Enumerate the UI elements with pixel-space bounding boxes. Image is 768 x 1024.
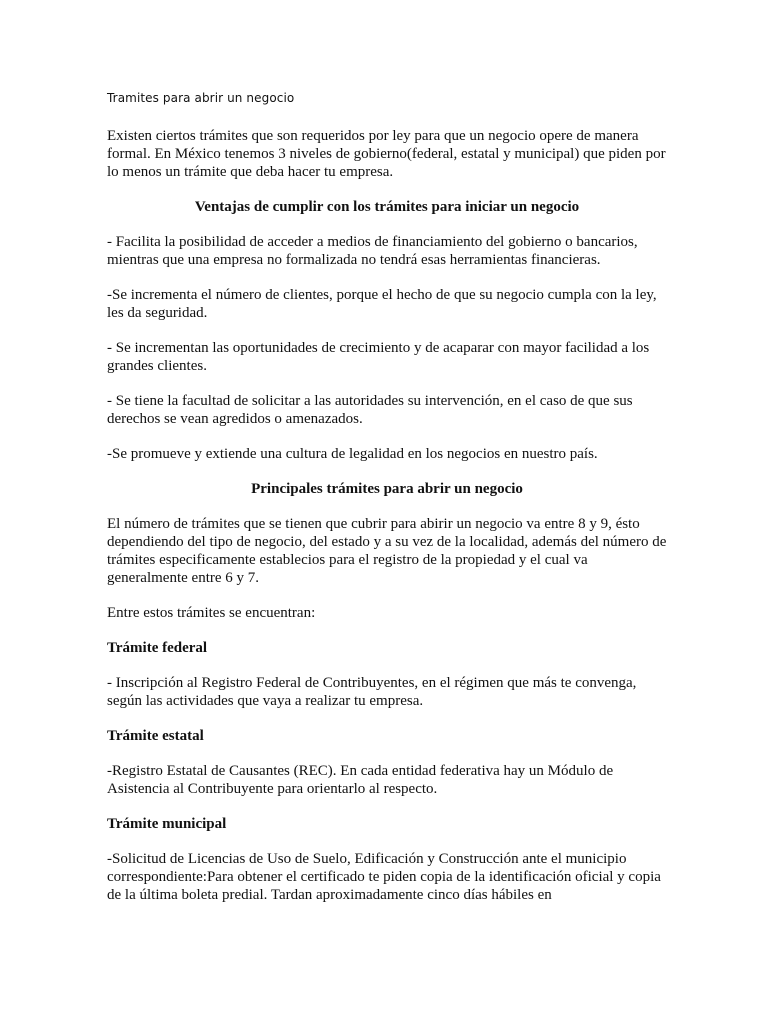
principales-heading: Principales trámites para abrir un negocio [251,481,523,497]
ventaja-item-2: -Se incrementa el número de clientes, porque el hecho de que su negocio cumpla con la ley, les da seguridad. [107,287,657,321]
ventaja-item-5: -Se promueve y extiende una cultura de legalidad en los negocios en nuestro país. [107,446,598,462]
municipal-paragraph: -Solicitud de Licencias de Uso de Suelo, Edificación y Construcción ante el municipio correspondiente:Para obtener el certificado te piden copia de la identificación oficial y copia de la última boleta predial. Tardan aproximadamente cinco días hábiles en [107,851,661,903]
ventaja-item-1: - Facilita la posibilidad de acceder a medios de financiamiento del gobierno o bancarios, mientras que una empresa no formalizada no tendrá esas herramientas financieras. [107,234,638,268]
ventaja-item-4: - Se tiene la facultad de solicitar a las autoridades su intervención, en el caso de que sus derechos se vean agredidos o amenazados. [107,393,633,427]
estatal-paragraph: -Registro Estatal de Causantes (REC). En cada entidad federativa hay un Módulo de Asistencia al Contribuyente para orientarlo al respecto. [107,763,614,797]
estatal-heading: Trámite estatal [107,728,204,744]
ventaja-item-3: - Se incrementan las oportunidades de crecimiento y de acaparar con mayor facilidad a los grandes clientes. [107,340,650,374]
principales-paragraph: El número de trámites que se tienen que cubrir para abirir un negocio va entre 8 y 9, ésto dependiendo del tipo de negocio, del estado y a su vez de la localidad, además del número de trámites especificamente establecios para el registro de la propiedad y el cual va generalmente entre 6 y 7. [107,516,667,586]
document-body [107,127,667,921]
federal-heading: Trámite federal [107,640,208,656]
ventajas-heading: Ventajas de cumplir con los trámites para iniciar un negocio [194,199,580,215]
intro-paragraph: Existen ciertos trámites que son requeridos por ley para que un negocio opere de manera formal. En México tenemos 3 niveles de gobierno(federal, estatal y municipal) que piden por lo menos un trámite que deba hacer tu empresa. [107,128,666,180]
entre-paragraph: Entre estos trámites se encuentran: [107,605,316,621]
document-title: Tramites para abrir un negocio [107,91,295,105]
municipal-heading: Trámite municipal [107,816,227,832]
federal-paragraph: - Inscripción al Registro Federal de Contribuyentes, en el régimen que más te convenga, según las actividades que vaya a realizar tu empresa. [107,675,637,709]
